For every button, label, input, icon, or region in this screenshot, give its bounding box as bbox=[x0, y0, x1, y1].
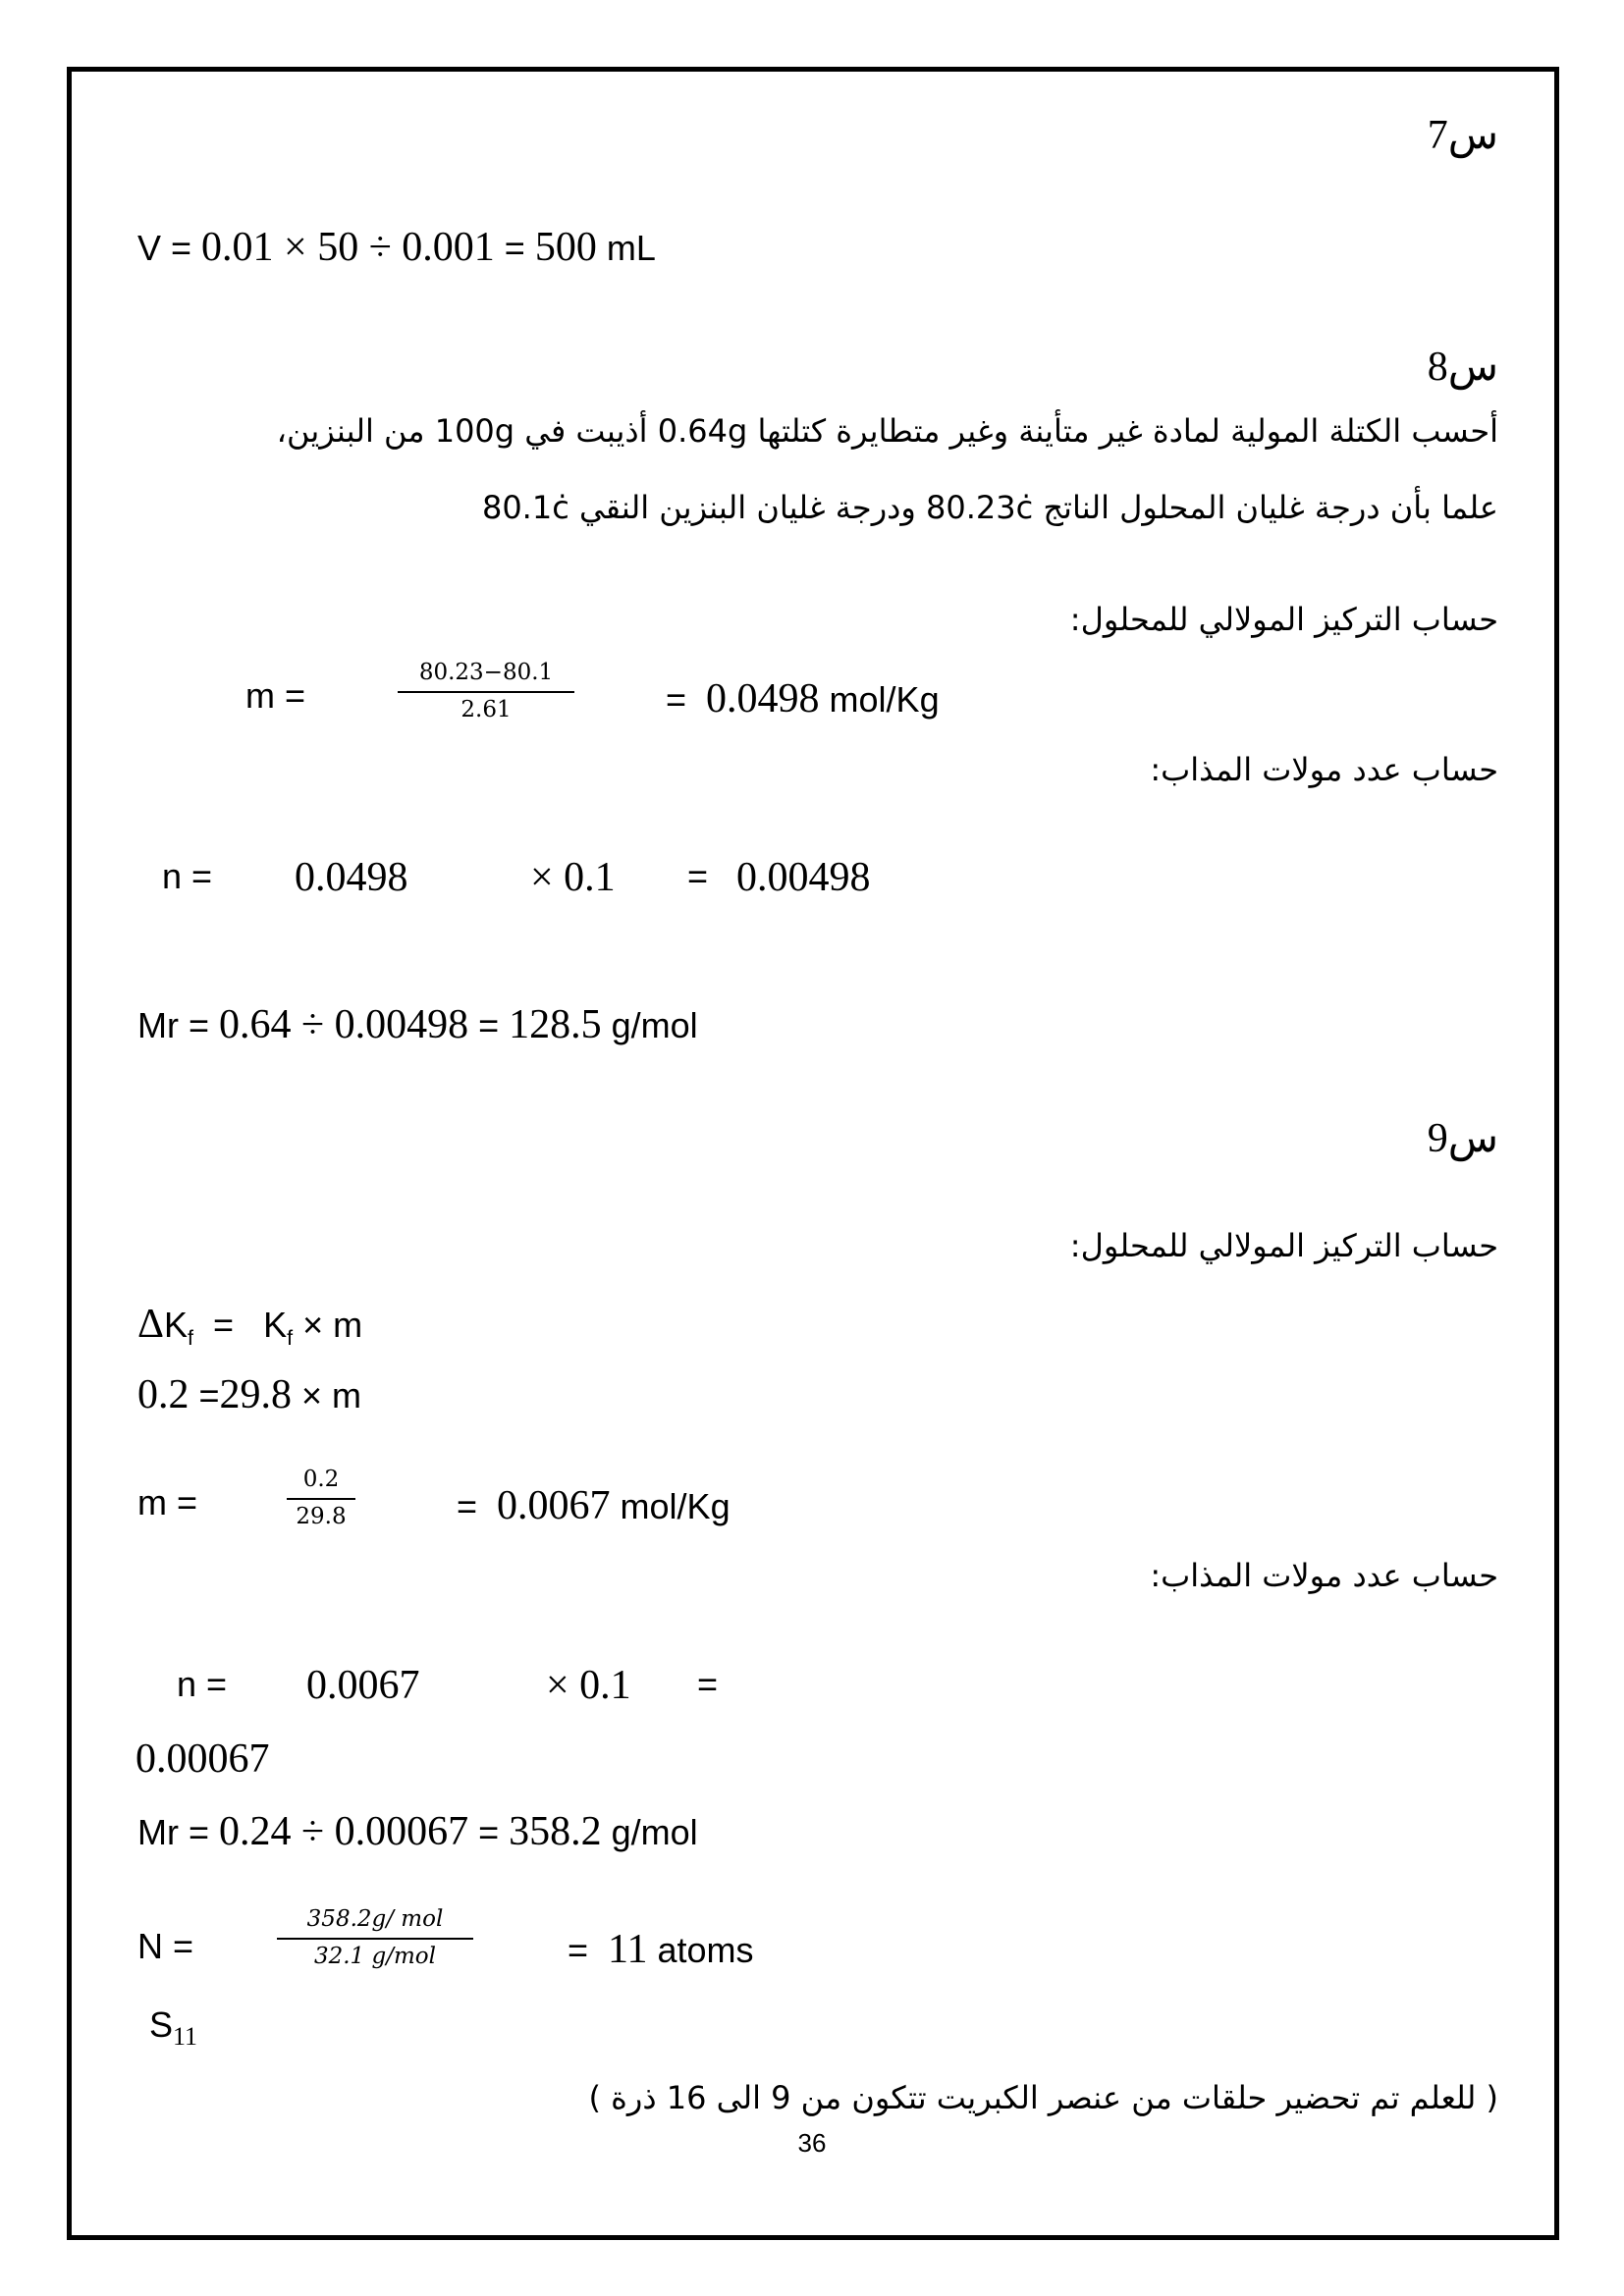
q9-note: ( للعلم تم تحضير حلقات من عنصر الكبريت تتكون من 9 الى 16 ذرة ) bbox=[588, 2079, 1498, 2116]
q7-volume-equation: V = 0.01 × 50 ÷ 0.001 = 500 mL bbox=[137, 225, 656, 270]
q9-atoms-label: N = bbox=[137, 1926, 194, 1966]
q8-n-multiplier: × 0.1 bbox=[530, 855, 616, 900]
q9-molality-heading: حساب التركيز المولالي للمحلول: bbox=[1069, 1227, 1498, 1264]
q8-m-fraction-denominator: 2.61 bbox=[460, 697, 512, 722]
q8-m-fraction bbox=[398, 660, 574, 722]
q8-label: س8 bbox=[1427, 345, 1498, 390]
q8-statement-line2: علما بأن درجة غليان المحلول الناتج 80.23ċ ودرجة غليان البنزين النقي 80.1ċ bbox=[481, 489, 1498, 526]
q8-moles-heading: حساب عدد مولات المذاب: bbox=[1150, 751, 1498, 788]
q9-n-result: 0.00067 bbox=[135, 1736, 270, 1782]
q9-m-label: m = bbox=[137, 1482, 198, 1522]
q9-m-result: = 0.0067 mol/Kg bbox=[457, 1483, 731, 1528]
q8-molality-heading: حساب التركيز المولالي للمحلول: bbox=[1069, 601, 1498, 638]
q9-moles-heading: حساب عدد مولات المذاب: bbox=[1150, 1557, 1498, 1594]
q8-n-label: n = bbox=[162, 856, 213, 896]
q9-m-fraction-bar bbox=[287, 1498, 355, 1500]
q9-label: س9 bbox=[1427, 1116, 1498, 1161]
q9-n-equals: = bbox=[697, 1664, 719, 1704]
q8-m-result: = 0.0498 mol/Kg bbox=[666, 676, 940, 721]
q8-n-result: 0.00498 bbox=[736, 855, 871, 900]
q9-n-label: n = bbox=[177, 1664, 228, 1704]
q9-atoms-fraction bbox=[277, 1906, 473, 1969]
q9-m-fraction bbox=[287, 1467, 355, 1529]
q8-n-equals: = bbox=[687, 856, 709, 896]
q9-atoms-fraction-numerator: 358.2g/ mol bbox=[306, 1906, 444, 1932]
q8-molar-mass-equation: Mr = 0.64 ÷ 0.00498 = 128.5 g/mol bbox=[137, 1002, 698, 1047]
q9-sulfur-formula: $S_{11}$ bbox=[149, 2004, 198, 2052]
q8-m-fraction-bar bbox=[398, 691, 574, 693]
page-number: 36 bbox=[797, 2128, 827, 2158]
q8-m-label: m = bbox=[245, 675, 306, 716]
q9-n-value: 0.0067 bbox=[306, 1663, 420, 1708]
q9-freezing-point-formula: $\Delta K_f = K_f \times m$ bbox=[137, 1302, 363, 1351]
q9-molar-mass-equation: Mr = 0.24 ÷ 0.00067 = 358.2 g/mol bbox=[137, 1809, 698, 1854]
q9-atoms-result: = 11 atoms bbox=[568, 1927, 754, 1972]
q8-m-fraction-numerator: 80.23−80.1 bbox=[418, 660, 554, 685]
q9-m-fraction-numerator: 0.2 bbox=[302, 1467, 340, 1492]
q9-substitution-line: 0.2 =29.8 × m bbox=[137, 1372, 362, 1417]
q8-n-value: 0.0498 bbox=[295, 855, 408, 900]
q9-n-multiplier: × 0.1 bbox=[546, 1663, 631, 1708]
q9-atoms-fraction-denominator: 32.1 g/mol bbox=[313, 1944, 436, 1969]
q9-atoms-fraction-bar bbox=[277, 1938, 473, 1940]
q7-label: س7 bbox=[1427, 113, 1498, 158]
q9-m-fraction-denominator: 29.8 bbox=[296, 1504, 347, 1529]
q8-statement-line1: أحسب الكتلة المولية لمادة غير متأينة وغير متطايرة كتلتها 0.64g أذيبت في 100g من البنزين، bbox=[276, 412, 1498, 450]
